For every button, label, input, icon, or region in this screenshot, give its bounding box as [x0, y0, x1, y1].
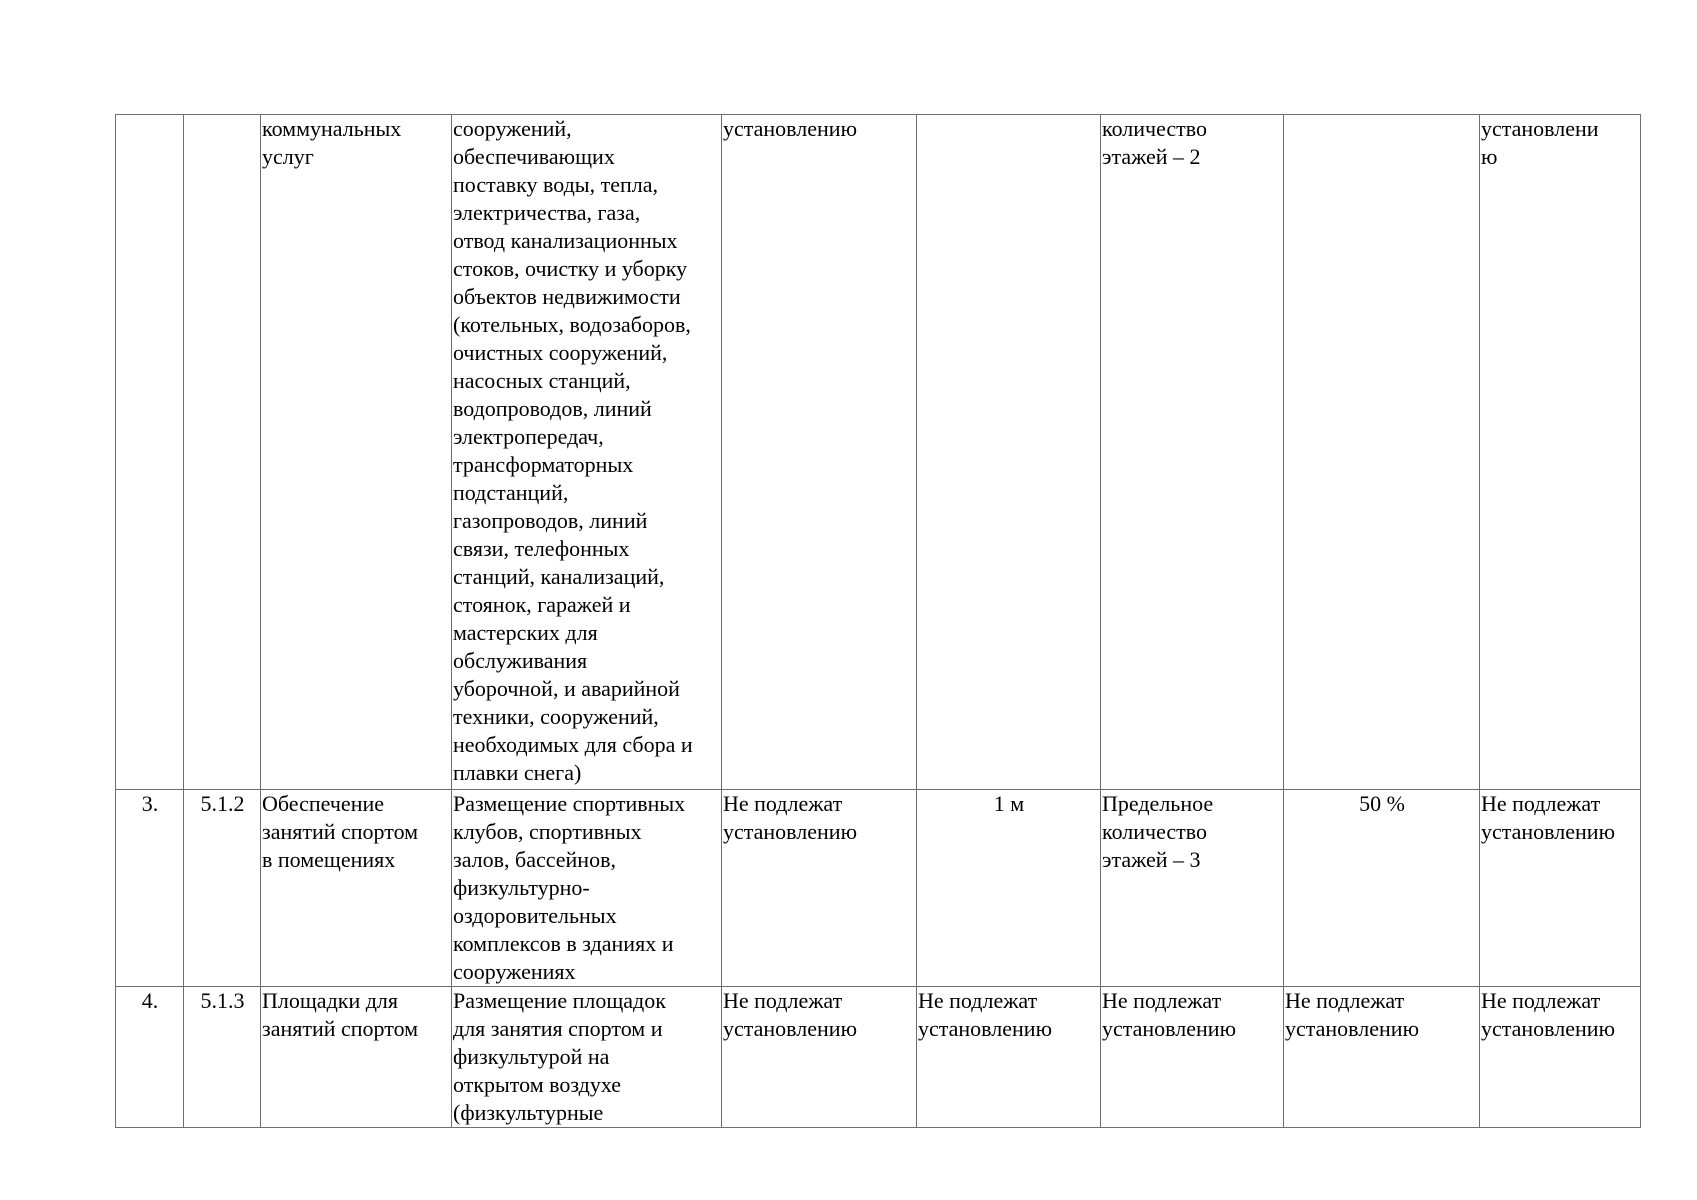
use-type-name-cell: Площадки для занятий спортом [261, 987, 452, 1128]
parameter-cell: установлению [722, 115, 917, 790]
setback-cell: Не подлежат установлению [917, 987, 1101, 1128]
other-parameters-cell: Не подлежат установлению [1480, 790, 1641, 987]
floors-limit-cell: Предельное количество этажей – 3 [1101, 790, 1284, 987]
floors-limit-cell: количество этажей – 2 [1101, 115, 1284, 790]
setback-cell [917, 115, 1101, 790]
use-description-cell: Размещение площадок для занятия спортом и физкультурой на открытом воздухе (физкультурные [452, 987, 722, 1128]
use-description-cell: сооружений, обеспечивающих поставку воды, тепла, электричества, газа, отвод канализационных стоков, очистку и уборку объектов недвижимости (котельных, водозаборов, очистных сооружений, насосных станций, водопроводов, линий электропередач, трансформаторных подстанций, газопроводов, линий связи, телефонных станций, канализаций, стоянок, гаражей и мастерских для обслуживания уборочной, и аварийной техники, сооружений, необходимых для сбора и плавки снега) [452, 115, 722, 790]
code-cell: 5.1.3 [184, 987, 261, 1128]
setback-cell: 1 м [917, 790, 1101, 987]
coverage-percent-cell: 50 % [1284, 790, 1480, 987]
code-cell [184, 115, 261, 790]
row-number-cell: 3. [116, 790, 184, 987]
coverage-percent-cell [1284, 115, 1480, 790]
parameter-cell: Не подлежат установлению [722, 790, 917, 987]
table-row [116, 987, 1641, 1128]
coverage-percent-cell: Не подлежат установлению [1284, 987, 1480, 1128]
table-row [116, 115, 1641, 790]
code-cell: 5.1.2 [184, 790, 261, 987]
floors-limit-cell: Не подлежат установлению [1101, 987, 1284, 1128]
use-type-name-cell: Обеспечение занятий спортом в помещениях [261, 790, 452, 987]
land-use-regulations-table [115, 114, 1641, 1128]
table-row [116, 790, 1641, 987]
use-type-name-cell: коммунальных услуг [261, 115, 452, 790]
other-parameters-cell: установлени ю [1480, 115, 1641, 790]
row-number-cell: 4. [116, 987, 184, 1128]
row-number-cell [116, 115, 184, 790]
other-parameters-cell: Не подлежат установлению [1480, 987, 1641, 1128]
parameter-cell: Не подлежат установлению [722, 987, 917, 1128]
use-description-cell: Размещение спортивных клубов, спортивных залов, бассейнов, физкультурно- оздоровительных комплексов в зданиях и сооружениях [452, 790, 722, 987]
